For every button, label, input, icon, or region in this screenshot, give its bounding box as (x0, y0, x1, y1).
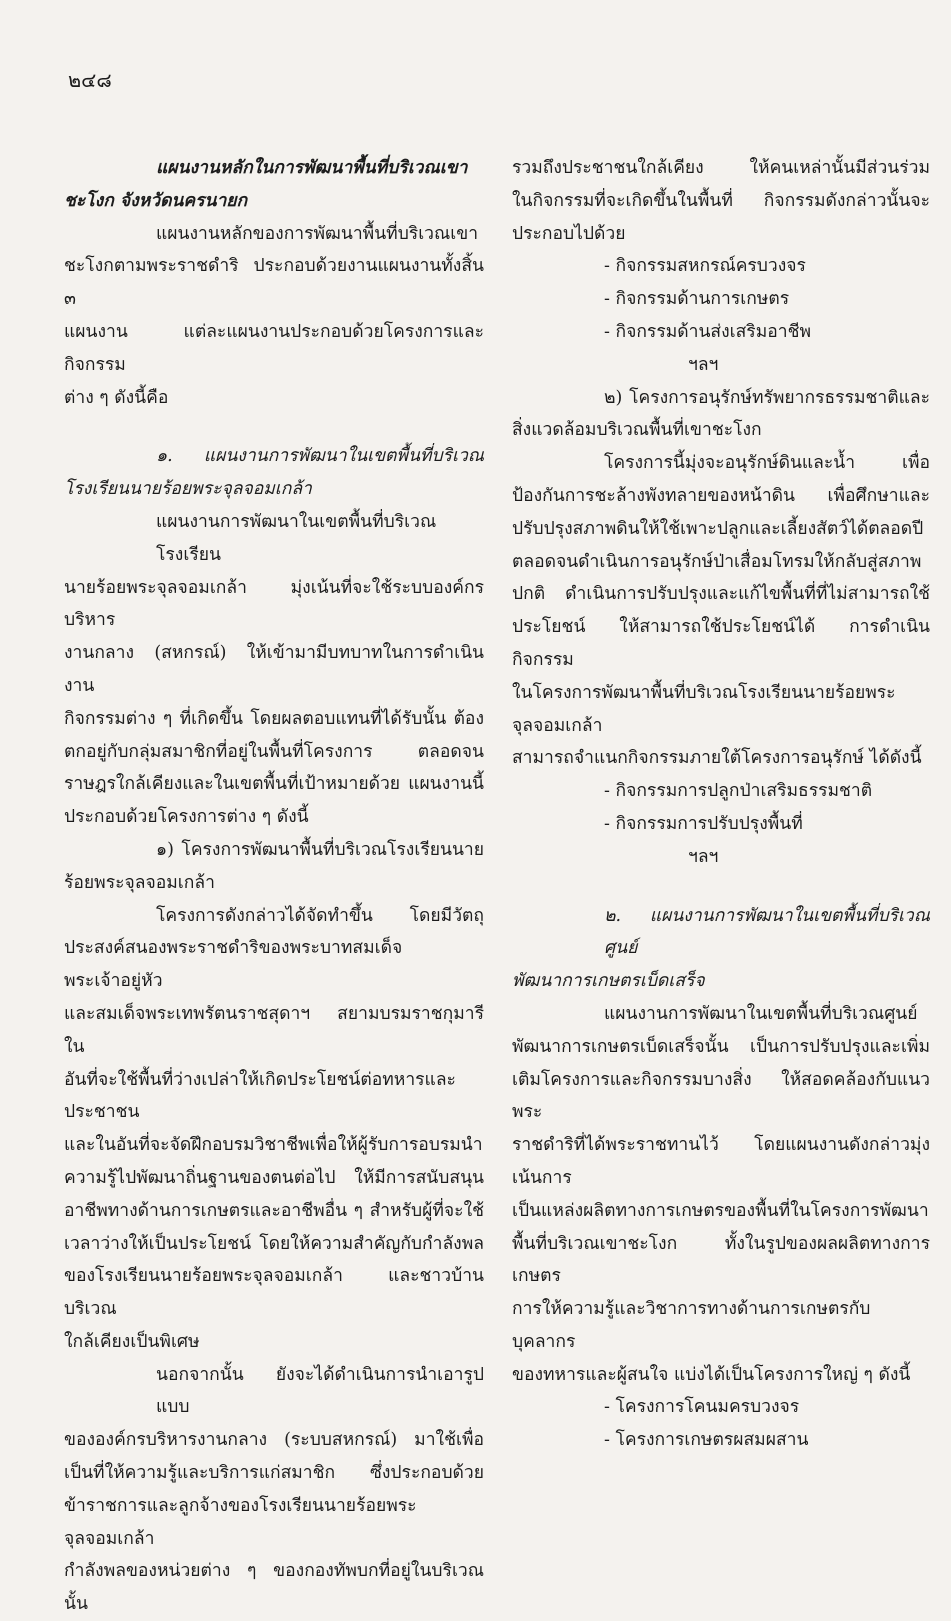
text-line: กำลังพลของหน่วยต่าง ๆ ของกองทัพบกที่อยู่ในบริเวณนั้น (64, 1561, 484, 1615)
text-line: ต่าง ๆ ดังนี้คือ (64, 387, 169, 408)
text-line: และสมเด็จพระเทพรัตนราชสุดาฯ สยามบรมราชกุมารี ใน (64, 1003, 484, 1057)
text-line: ราชดำริที่ได้พระราชทานไว้ โดยแผนงานดังกล่าวมุ่งเน้นการ (512, 1135, 930, 1188)
intro-paragraph (64, 218, 484, 415)
text-line: ในกิจกรรมที่จะเกิดขึ้นในพื้นที่ กิจกรรมดังกล่าวนั้นจะ (512, 190, 930, 211)
project2-body (512, 447, 930, 775)
heading-line: ชะโงก จังหวัดนครนายก (64, 190, 248, 211)
text-line: ประกอบด้วยโครงการต่าง ๆ ดังนี้ (64, 807, 309, 828)
text-line: แผนงาน แต่ละแผนงานประกอบด้วยโครงการและกิจกรรม (64, 321, 484, 375)
text-line: อันที่จะใช้พื้นที่ว่างเปล่าให้เกิดประโยชน์ต่อทหารและประชาชน (64, 1069, 456, 1123)
text-line: ร้อยพระจุลจอมเกล้า (64, 872, 215, 893)
project1-body (64, 900, 484, 1359)
text-line: ประกอบไปด้วย (512, 223, 626, 244)
heading-line: ๒. แผนงานการพัฒนาในเขตพื้นที่บริเวณศูนย์ (604, 905, 930, 959)
etc-mark: ฯลฯ (688, 354, 719, 375)
text-line: โครงการดังกล่าวได้จัดทำขึ้น โดยมีวัตถุ (156, 905, 484, 926)
project-list (512, 1391, 930, 1457)
heading-line: แผนงานหลักในการพัฒนาพื้นที่บริเวณเขา (156, 158, 468, 178)
text-line: และในอันที่จะจัดฝึกอบรมวิชาชีพเพื่อให้ผู้รับการอบรมนำ (64, 1135, 483, 1156)
main-heading (64, 152, 484, 218)
text-line: อาชีพทางด้านการเกษตรและอาชีพอื่น ๆ สำหรับผู้ที่จะใช้ (64, 1200, 484, 1221)
text-line: ชะโงกตามพระราชดำริ ประกอบด้วยงานแผนงานทั้งสิ้น ๓ (64, 256, 484, 310)
text-line: นอกจากนั้น ยังจะได้ดำเนินการนำเอารูปแบบ (156, 1364, 484, 1418)
text-line: ของทหารและผู้สนใจ แบ่งได้เป็นโครงการใหญ่ ๆ ดังนี้ (512, 1364, 911, 1385)
list-item: - โครงการโคนมครบวงจร (604, 1397, 800, 1418)
section1-heading (64, 440, 484, 506)
text-line: ป้องกันการชะล้างพังทลายของหน้าดิน เพื่อศึกษาและ (512, 485, 930, 506)
text-line: ตกอยู่กับกลุ่มสมาชิกที่อยู่ในพื้นที่โครงการ ตลอดจน (64, 741, 484, 762)
text-line: เป็นแหล่งผลิตทางการเกษตรของพื้นที่ในโครงการพัฒนา (512, 1200, 929, 1221)
section1-body (64, 506, 484, 834)
text-line: ความรู้ไปพัฒนาถิ่นฐานของตนต่อไป ให้มีการสนับสนุน (64, 1167, 484, 1188)
text-line: ๑) โครงการพัฒนาพื้นที่บริเวณโรงเรียนนาย (156, 839, 484, 860)
text-line: เป็นที่ให้ความรู้และบริการแก่สมาชิก ซึ่งประกอบด้วย (64, 1463, 484, 1484)
project2-title (512, 382, 930, 448)
text-line: ตลอดจนดำเนินการอนุรักษ์ป่าเสื่อมโทรมให้กลับสู่สภาพ (512, 551, 922, 572)
heading-line: พัฒนาการเกษตรเบ็ดเสร็จ (512, 971, 705, 992)
activity-list-2 (512, 775, 930, 873)
text-line: ของโรงเรียนนายร้อยพระจุลจอมเกล้า และชาวบ้านบริเวณ (64, 1266, 484, 1320)
text-line: ข้าราชการและลูกจ้างของโรงเรียนนายร้อยพระจุลจอมเกล้า (64, 1495, 417, 1549)
right-column (512, 152, 930, 1457)
text-line: การให้ความรู้และวิชาการทางด้านการเกษตรกับบุคลากร (512, 1299, 871, 1352)
text-line: กิจกรรมต่าง ๆ ที่เกิดขึ้น โดยผลตอบแทนที่ได้รับนั้น ต้อง (64, 708, 484, 729)
text-line: แผนงานการพัฒนาในเขตพื้นที่บริเวณศูนย์ (604, 1003, 918, 1024)
text-line: พัฒนาการเกษตรเบ็ดเสร็จนั้น เป็นการปรับปรุงและเพิ่ม (512, 1036, 930, 1057)
heading-line: ๑. แผนงานการพัฒนาในเขตพื้นที่บริเวณ (156, 446, 484, 467)
project1-title (64, 834, 484, 900)
section2-heading (512, 900, 930, 998)
text-line: งานกลาง (สหกรณ์) ให้เข้ามามีบทบาทในการดำเนินงาน (64, 643, 484, 696)
etc-mark: ฯลฯ (688, 846, 719, 867)
text-line: ปกติ ดำเนินการปรับปรุงและแก้ไขพื้นที่ที่ไม่สามารถใช้ (512, 584, 930, 605)
text-line: ขององค์กรบริหารงานกลาง (ระบบสหกรณ์) มาใช้เพื่อ (64, 1430, 484, 1451)
text-line: ประโยชน์ ให้สามารถใช้ประโยชน์ได้ การดำเนินกิจกรรม (512, 617, 930, 670)
activity-list (512, 250, 930, 381)
text-line: เติมโครงการและกิจกรรมบางสิ่ง ให้สอดคล้องกับแนวพระ (512, 1069, 930, 1123)
list-item: - กิจกรรมสหกรณ์ครบวงจร (604, 256, 806, 277)
text-line: ใกล้เคียงเป็นพิเศษ (64, 1331, 200, 1352)
text-line: แผนงานการพัฒนาในเขตพื้นที่บริเวณโรงเรียน (156, 511, 437, 565)
continued-paragraph (512, 152, 930, 250)
text-line: ราษฎรใกล้เคียงและในเขตพื้นที่เป้าหมายด้วย แผนงานนี้ (64, 774, 484, 795)
text-line: โครงการนี้มุ่งจะอนุรักษ์ดินและน้ำ เพื่อ (604, 453, 930, 474)
text-line: พื้นที่บริเวณเขาชะโงก ทั้งในรูปของผลผลิตทางการเกษตร (512, 1233, 930, 1287)
text-line: นายร้อยพระจุลจอมเกล้า มุ่งเน้นที่จะใช้ระบบองค์กรบริหาร (64, 577, 484, 631)
list-item: - โครงการเกษตรผสมผสาน (604, 1430, 809, 1451)
list-item: - กิจกรรมการปรับปรุงพื้นที่ (604, 813, 803, 834)
text-line: สิ่งแวดล้อมบริเวณพื้นที่เขาชะโงก (512, 420, 762, 441)
project1-more (64, 1359, 484, 1621)
page-number: ๒๔๘ (68, 68, 112, 92)
list-item: - กิจกรรมด้านส่งเสริมอาชีพ (604, 321, 811, 342)
list-item: - กิจกรรมการปลูกป่าเสริมธรรมชาติ (604, 781, 873, 802)
left-column (64, 152, 484, 1621)
text-line: เวลาว่างให้เป็นประโยชน์ โดยให้ความสำคัญกับกำลังพล (64, 1233, 484, 1254)
text-line: รวมถึงประชาชนใกล้เคียง ให้คนเหล่านั้นมีส่วนร่วม (512, 158, 930, 178)
text-line: แผนงานหลักของการพัฒนาพื้นที่บริเวณเขา (156, 223, 479, 244)
list-item: - กิจกรรมด้านการเกษตร (604, 289, 790, 310)
heading-line: โรงเรียนนายร้อยพระจุลจอมเกล้า (64, 479, 312, 500)
text-line: ในโครงการพัฒนาพื้นที่บริเวณโรงเรียนนายร้อยพระจุลจอมเกล้า (512, 682, 896, 736)
text-line: สามารถจำแนกกิจกรรมภายใต้โครงการอนุรักษ์ ได้ดังนี้ (512, 748, 922, 769)
text-line: ปรับปรุงสภาพดินให้ใช้เพาะปลูกและเลี้ยงสัตว์ได้ตลอดปี (512, 518, 924, 539)
text-line: ประสงค์สนองพระราชดำริของพระบาทสมเด็จพระเจ้าอยู่หัว (64, 938, 403, 992)
text-line: ๒) โครงการอนุรักษ์ทรัพยากรธรรมชาติและ (604, 387, 930, 408)
section2-body (512, 998, 930, 1392)
